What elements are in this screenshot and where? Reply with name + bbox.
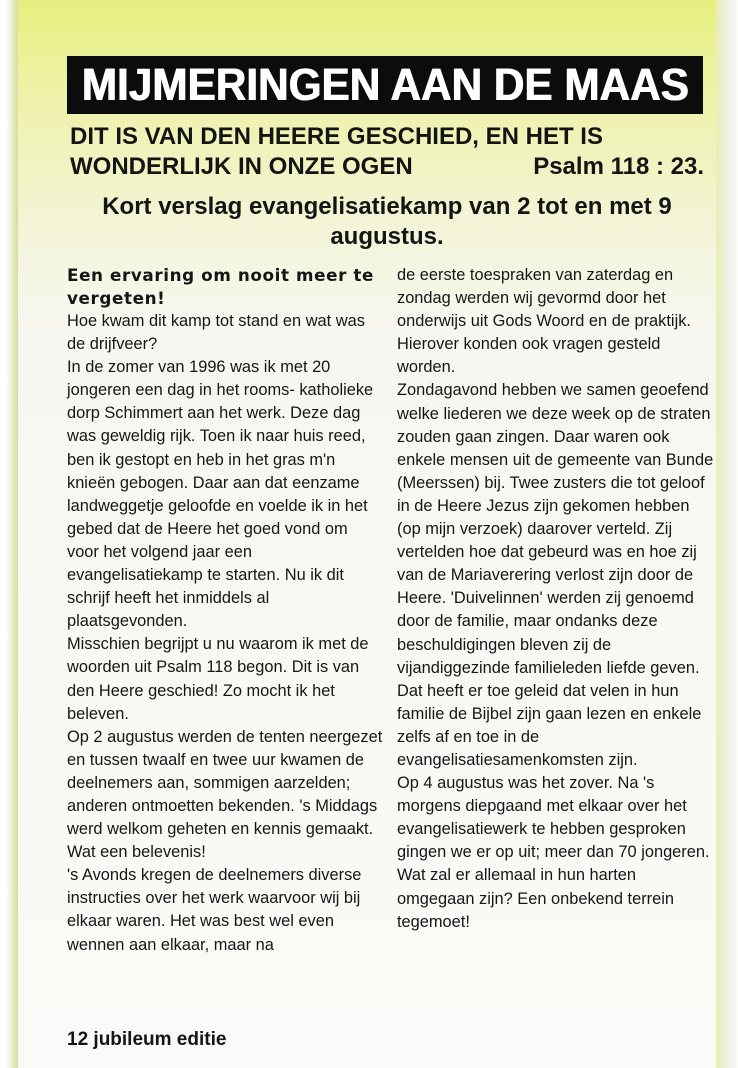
article-column-left: [67, 264, 383, 957]
paragraph: Zondagavond hebben we samen geoefend welke liederen we deze week op de straten zouden gaan zingen. Daar waren ook enkele mensen uit de gemeente van Bunde (Meerssen) bij. Twee zusters die tot geloof in de Heere Jezus zijn gekomen hebben (op mijn verzoek) daarover verteld. Zij vertelden hoe dat gebeurd was en hoe zij van de Mariaverering verlost zijn door de Heere. 'Duivelinnen' werden zij genoemd door de familie, maar ondanks deze beschuldigingen bleven zij de vijandiggezinde familieleden liefde geven. Dat heeft er toe geleid dat velen in hun familie de Bijbel zijn gaan lezen en enkele zelfs af en toe in de evangelisatiesamenkomsten zijn.: [397, 381, 714, 769]
paragraph: Hoe kwam dit kamp tot stand en wat was de drijfveer?: [67, 312, 365, 354]
page-edge-left: [0, 0, 18, 1068]
article-headline: [70, 122, 704, 182]
headline-line-2: WONDERLIJK IN ONZE OGEN: [70, 153, 413, 180]
paragraph: In de zomer van 1996 was ik met 20 jongeren een dag in het rooms- katholieke dorp Schimmert aan het werk. Deze dag was geweldig rijk. Toen ik naar huis reed, ben ik gestopt en heb in het gras m'n knieën gebogen. Daar aan dat eenzame landweggetje geloofde en voelde ik in het gebed dat de Heere het goed vond om voor het volgend jaar een evangelisatiekamp te starten. Nu ik dit schrijf heeft het inmiddels al plaatsgevonden.: [67, 358, 374, 631]
column-heading: Een ervaring om nooit meer te vergeten!: [67, 265, 375, 308]
article-subhead: Kort verslag evangelisatiekamp van 2 tot en met 9 augustus.: [102, 193, 672, 250]
headline-psalm-reference: Psalm 118 : 23.: [533, 153, 704, 180]
paragraph: de eerste toespraken van zaterdag en zondag werden wij gevormd door het onderwijs uit Gods Woord en de praktijk. Hierover konden ook vragen gesteld worden.: [397, 266, 691, 377]
page-footer: 12 jubileum editie: [67, 1029, 227, 1050]
paragraph: Op 2 augustus werden de tenten neergezet en tussen twaalf en twee uur kwamen de deelnemers aan, sommigen aarzelden; anderen ontmoetten bekenden. 's Middags werd welkom geheten en kennis gemaakt. Wat een belevenis!: [67, 727, 383, 862]
headline-line-2-row: [70, 152, 704, 182]
paragraph: Op 4 augustus was het zover. Na 's morgens diepgaand met elkaar over het evangelisatiewerk te hebben gesproken gingen we er op uit; meer dan 70 jongeren. Wat zal er allemaal in hun harten omgegaan zijn? Een onbekend terrein tegemoet!: [397, 774, 710, 931]
paragraph: Misschien begrijpt u nu waarom ik met de woorden uit Psalm 118 begon. Dit is van den Heere geschied! Zo mocht ik het beleven.: [67, 635, 369, 723]
section-banner: [67, 56, 703, 114]
article-column-right: [397, 264, 715, 934]
page-edge-right: [716, 0, 738, 1068]
banner-title: MIJMERINGEN AAN DE MAAS: [81, 59, 689, 110]
headline-line-1: DIT IS VAN DEN HEERE GESCHIED, EN HET IS: [70, 123, 603, 150]
paragraph: 's Avonds kregen de deelnemers diverse instructies over het werk waarvoor wij bij elkaar waren. Het was best wel even wennen aan elkaar, maar na: [67, 866, 362, 954]
